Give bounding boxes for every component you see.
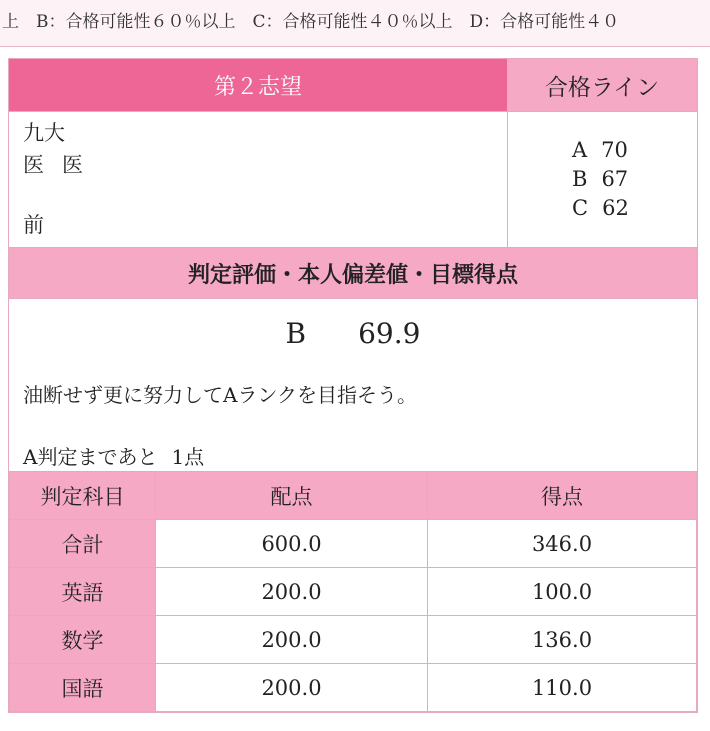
department-name: 医 (62, 153, 83, 177)
points-to-a (23, 441, 204, 470)
pass-line-list (508, 112, 697, 247)
table-row (10, 616, 697, 664)
pass-line-score: 70 (601, 138, 628, 162)
points-to-a-label: A判定まであと (23, 445, 158, 469)
evaluation-comment: 油断せず更に努力してAランクを目指そう。 (23, 383, 418, 407)
university-info-row (9, 111, 697, 247)
subject-cell: 数学 (10, 616, 156, 664)
pass-line-b (572, 165, 697, 194)
pass-line-grade: A (572, 138, 588, 162)
subject-cell: 合計 (10, 520, 156, 568)
max-points-cell: 200.0 (156, 664, 428, 712)
university-name: 九大 (23, 121, 65, 145)
score-cell: 110.0 (428, 664, 697, 712)
score-cell: 100.0 (428, 568, 697, 616)
subject-cell: 国語 (10, 664, 156, 712)
pass-line-grade: B (572, 167, 588, 191)
header-max-points: 配点 (156, 472, 428, 520)
grade-legend-text: 上 B：合格可能性６０％以上 C：合格可能性４０％以上 D：合格可能性４０ (2, 12, 620, 32)
table-row (10, 568, 697, 616)
points-to-a-value: 1点 (171, 445, 205, 469)
pass-line-label: 合格ライン (507, 59, 697, 111)
score-cell: 136.0 (428, 616, 697, 664)
subject-cell: 英語 (10, 568, 156, 616)
score-table (9, 471, 697, 712)
evaluation-heading: 判定評価・本人偏差値・目標得点 (9, 247, 697, 298)
pass-line-score: 67 (601, 167, 629, 191)
evaluation-score (9, 317, 697, 350)
faculty-name: 医 (23, 153, 44, 177)
university-info (9, 112, 508, 247)
card-header (9, 59, 697, 111)
max-points-cell: 600.0 (156, 520, 428, 568)
score-cell: 346.0 (428, 520, 697, 568)
judgment-card (8, 58, 698, 713)
faculty-line (23, 150, 83, 180)
grade-legend-strip (0, 0, 710, 47)
max-points-cell: 200.0 (156, 568, 428, 616)
choice-label: 第２志望 (9, 59, 507, 111)
pass-line-a (572, 136, 697, 165)
deviation-value: 69.9 (358, 317, 421, 350)
pass-line-c (572, 194, 697, 223)
header-subject: 判定科目 (10, 472, 156, 520)
table-row (10, 664, 697, 712)
score-table-header (10, 472, 697, 520)
evaluation-body (9, 298, 697, 471)
evaluation-grade: B (285, 317, 307, 350)
pass-line-score: 62 (602, 196, 629, 220)
header-score: 得点 (428, 472, 697, 520)
max-points-cell: 200.0 (156, 616, 428, 664)
pass-line-grade: C (572, 196, 589, 220)
table-row (10, 520, 697, 568)
exam-schedule: 前 (23, 213, 44, 237)
